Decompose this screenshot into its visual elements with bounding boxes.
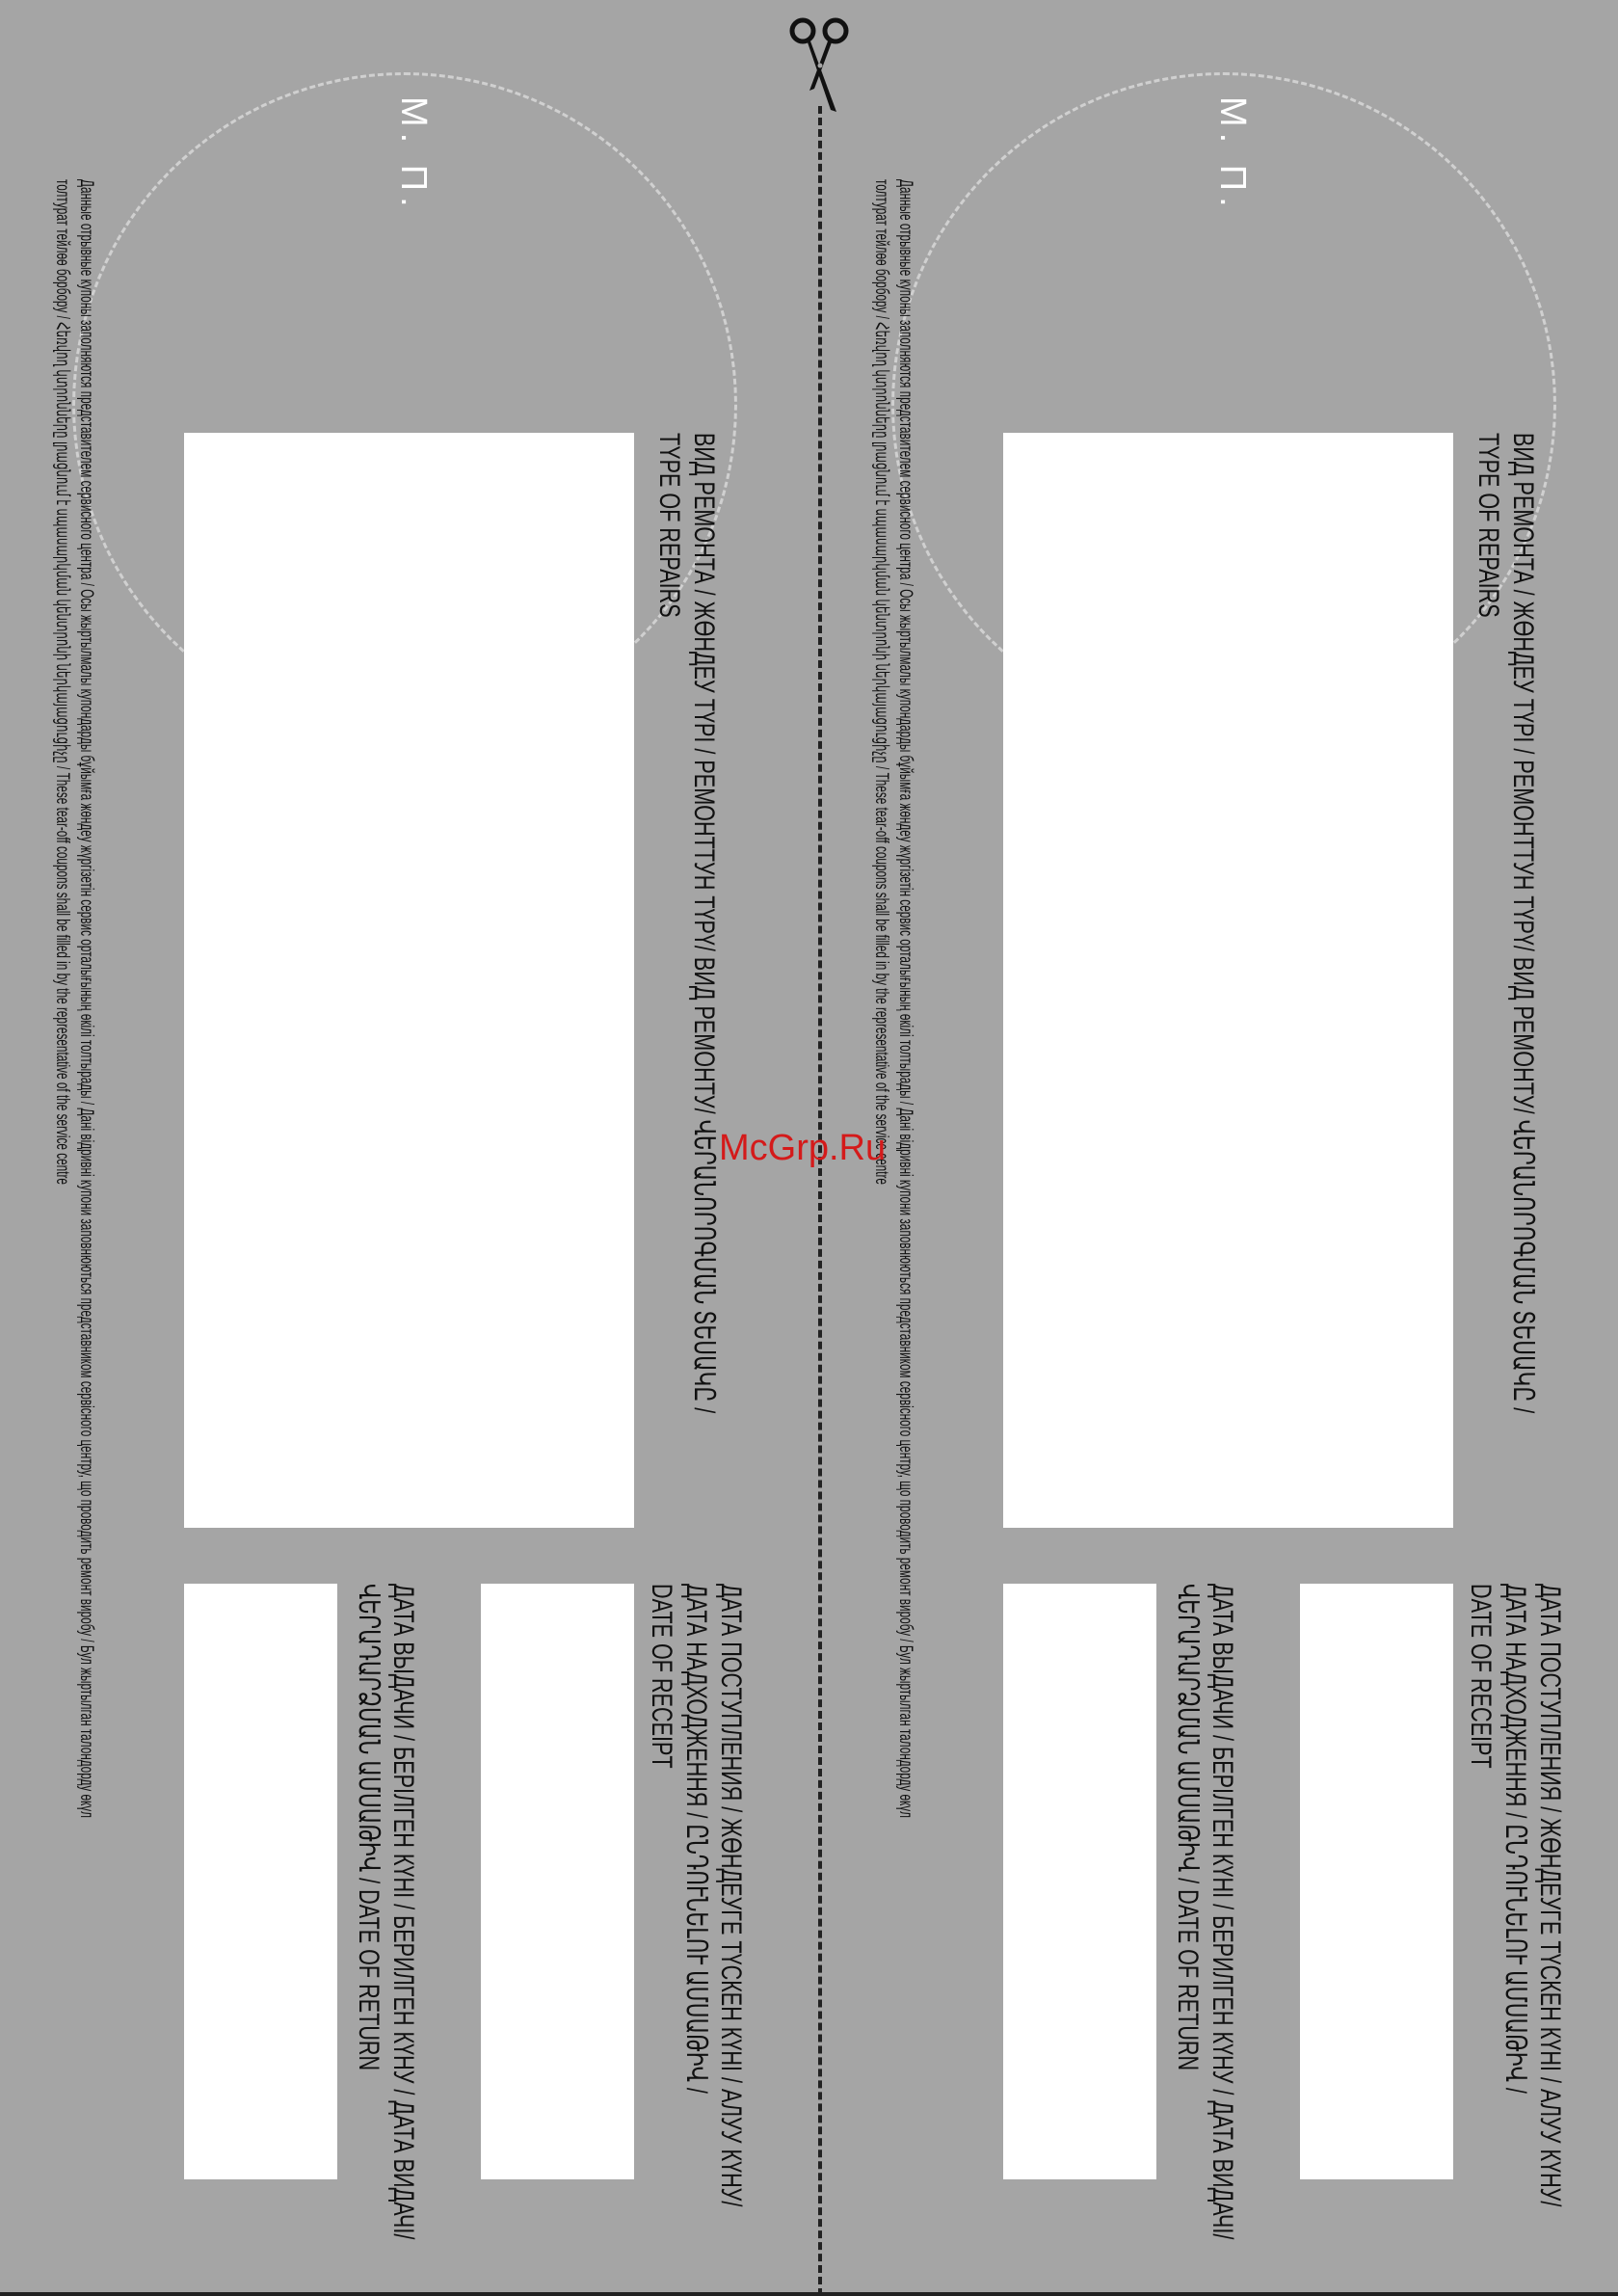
- watermark: McGrp.Ru: [719, 1128, 887, 1168]
- date-return-box-right[interactable]: [1003, 1584, 1156, 2179]
- coupon-note-left: Данные отрывные купоны заполняются представителем сервисного центра / Осы жыртылмалы купондарды бұйымға жөндеу жүргізетін сервис орталығының өкілі толтырады / Дані відривні купони заповнюються представником сервісного центру, що проводить ремонт виробу / Бул жыртылган талондорду өкүл толтурат тейлөө борбору / Հեռվող կտրոնները լրացնում է սպասարկման կենտրոնի ներկայացուցիչը / These tear-off coupons shall be filled in by the representative of the service centre: [52, 179, 96, 1818]
- date-receipt-label-left: ДАТА ПОСТУПЛЕНИЯ / ЖӨНДЕУГЕ ТҮСКЕН КҮНІ / АЛУУ КҮНУ/ ДАТА НАДХОДЖЕННЯ / ԸՆԴՈՒՆԵԼՈՒ ԱՄՍԱԹԻՎ / DATE OF RECEIPT: [646, 1584, 747, 2207]
- date-receipt-box-right[interactable]: [1300, 1584, 1453, 2179]
- bottom-edge-line: [0, 2292, 1618, 2296]
- type-of-repairs-label-right: ВИД РЕМОНТА / ЖӨНДЕУ ТҮРІ / РЕМОНТТУН ТҮРҮ/ ВИД РЕМОНТУ/ ՎԵՐԱՆՈՐՈԳՄԱՆ ՏԵՍԱԿԸ / TYPE OF REPAIRS: [1472, 433, 1539, 1414]
- date-receipt-label-right: ДАТА ПОСТУПЛЕНИЯ / ЖӨНДЕУГЕ ТҮСКЕН КҮНІ / АЛУУ КҮНУ/ ДАТА НАДХОДЖЕННЯ / ԸՆԴՈՒՆԵԼՈՒ ԱՄՍԱԹԻՎ / DATE OF RECEIPT: [1465, 1584, 1566, 2207]
- date-return-label-left: ДАТА ВЫДАЧИ / БЕРІЛГЕН КҮНІ / БЕРИЛГЕН КҮНУ / ДАТА ВИДАЧІ/ ՎԵՐԱԴԱՐՁՄԱՆ ԱՄՍԱԹԻՎ / DATE OF RETURN: [353, 1584, 419, 2240]
- type-of-repairs-label-left: ВИД РЕМОНТА / ЖӨНДЕУ ТҮРІ / РЕМОНТТУН ТҮРҮ/ ВИД РЕМОНТУ/ ՎԵՐԱՆՈՐՈԳՄԱՆ ՏԵՍԱԿԸ / TYPE OF REPAIRS: [653, 433, 720, 1414]
- date-return-box-left[interactable]: [184, 1584, 337, 2179]
- stamp-label-right: М. П.: [1212, 96, 1253, 213]
- date-return-label-right: ДАТА ВЫДАЧИ / БЕРІЛГЕН КҮНІ / БЕРИЛГЕН КҮНУ / ДАТА ВИДАЧІ/ ՎԵՐԱԴԱՐՁՄԱՆ ԱՄՍԱԹԻՎ / DATE OF RETURN: [1172, 1584, 1238, 2240]
- type-of-repairs-box-right[interactable]: [1003, 433, 1453, 1528]
- type-of-repairs-box-left[interactable]: [184, 433, 634, 1528]
- date-receipt-box-left[interactable]: [481, 1584, 634, 2179]
- stamp-label-left: М. П.: [393, 96, 434, 213]
- coupon-note-right: Данные отрывные купоны заполняются представителем сервисного центра / Осы жыртылмалы купондарды бұйымға жөндеу жүргізетін сервис орталығының өкілі толтырады / Дані відривні купони заповнюються представником сервісного центру, що проводить ремонт виробу / Бул жыртылган талондорду өкүл толтурат тейлөө борбору / Հեռվող կտրոնները լրացնում է սպասարկման կենտրոնի ներկայացուցիչը / These tear-off coupons shall be filled in by the representative of the service centre: [871, 179, 915, 1818]
- cut-line: [818, 106, 822, 2296]
- scissors-icon: [788, 13, 850, 114]
